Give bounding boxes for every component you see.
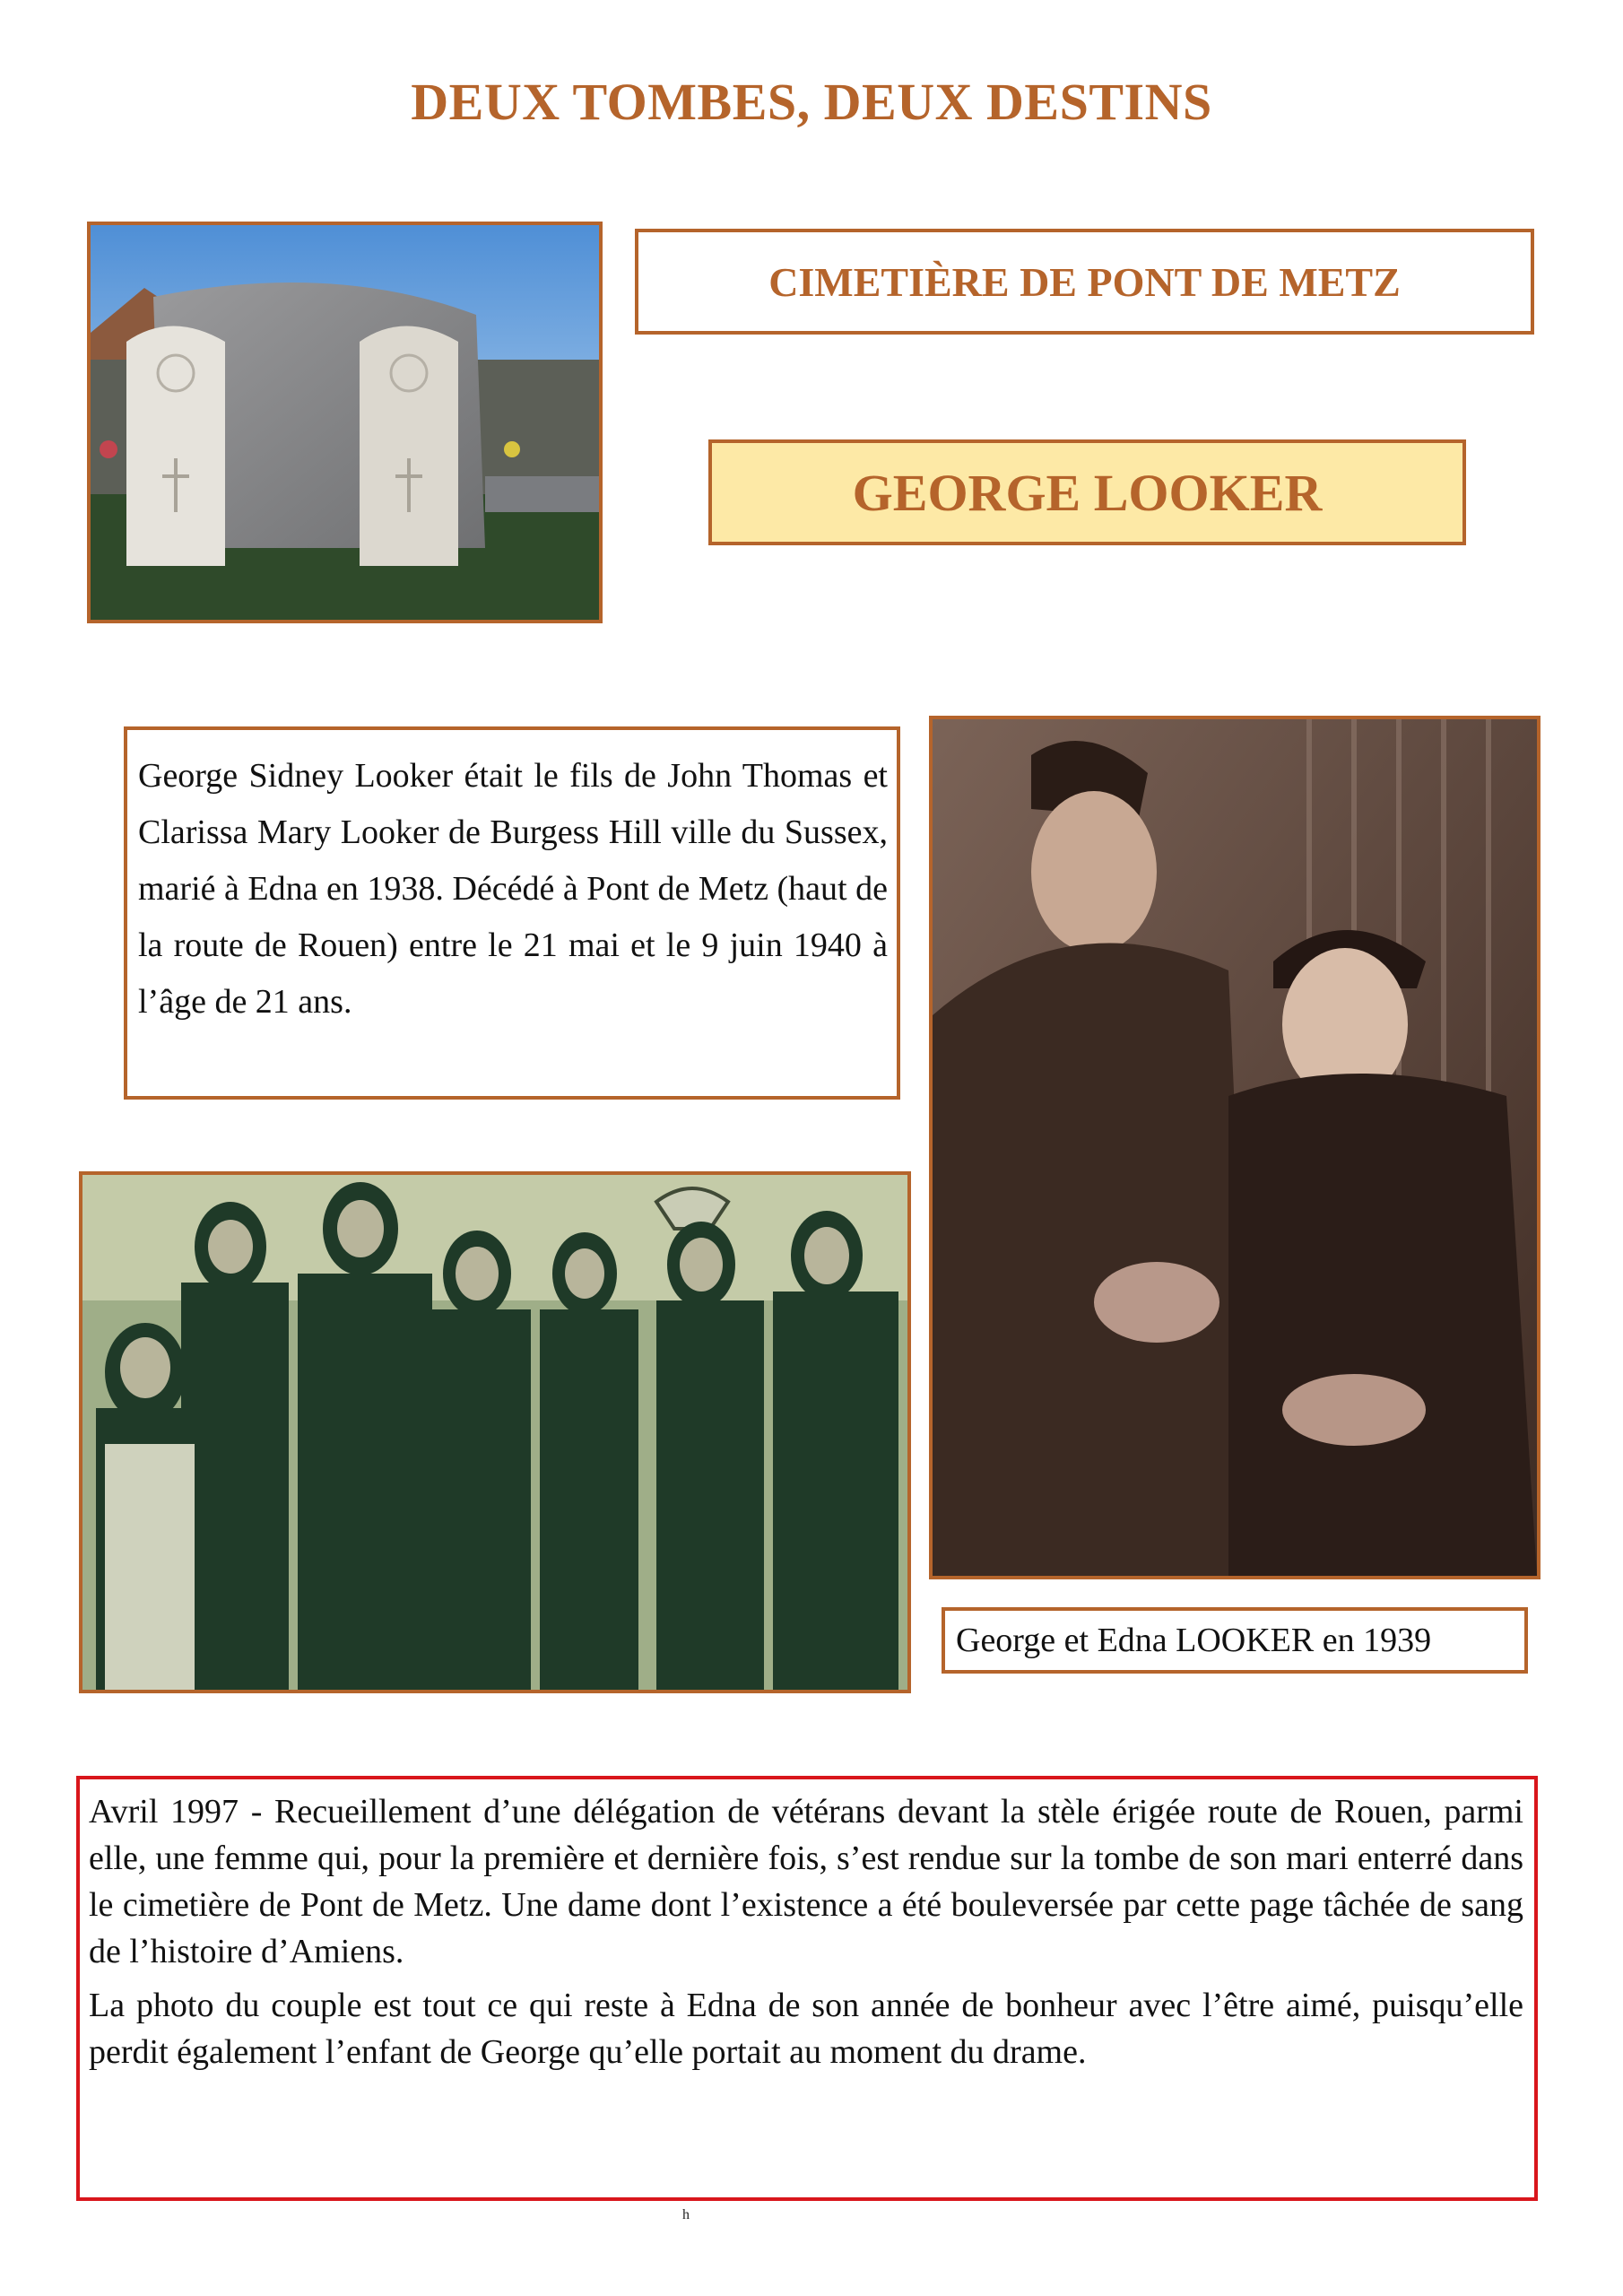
graves-photo xyxy=(87,222,603,623)
photo-caption: George et Edna LOOKER en 1939 xyxy=(942,1607,1528,1674)
cemetery-heading: CIMETIÈRE DE PONT DE METZ xyxy=(635,229,1534,335)
person-name-heading: GEORGE LOOKER xyxy=(708,439,1466,545)
biography-box xyxy=(124,726,900,1100)
couple-photo xyxy=(929,716,1541,1579)
graves-illustration xyxy=(91,225,599,620)
story-box xyxy=(76,1776,1538,2201)
page-mark: h xyxy=(682,2207,690,2222)
veterans-illustration xyxy=(82,1175,907,1690)
veterans-photo xyxy=(79,1171,911,1693)
page-title: DEUX TOMBES, DEUX DESTINS xyxy=(411,73,1212,131)
story-paragraph-2: La photo du couple est tout ce qui reste à Edna de son année de bonheur avec l’être aimé, puisqu’elle perdit également l’enfant de George qu’elle portait au moment du drame. xyxy=(89,1987,1523,2071)
couple-illustration xyxy=(933,719,1537,1576)
biography-text: George Sidney Looker était le fils de John Thomas et Clarissa Mary Looker de Burgess Hill ville du Sussex, marié à Edna en 1938. Décédé à Pont de Metz (haut de la route de Rouen) entre le 21 mai et le 9 juin 1940 à l’âge de 21 ans. xyxy=(138,757,888,1021)
story-paragraph-1: Avril 1997 - Recueillement d’une délégation de vétérans devant la stèle érigée route de Rouen, parmi elle, une femme qui, pour la première et dernière fois, s’est rendue sur la tombe de son mari enterré dans le cimetière de Pont de Metz. Une dame dont l’existence a été bouleversée par cette page tâchée de sang de l’histoire d’Amiens. xyxy=(89,1793,1523,1970)
